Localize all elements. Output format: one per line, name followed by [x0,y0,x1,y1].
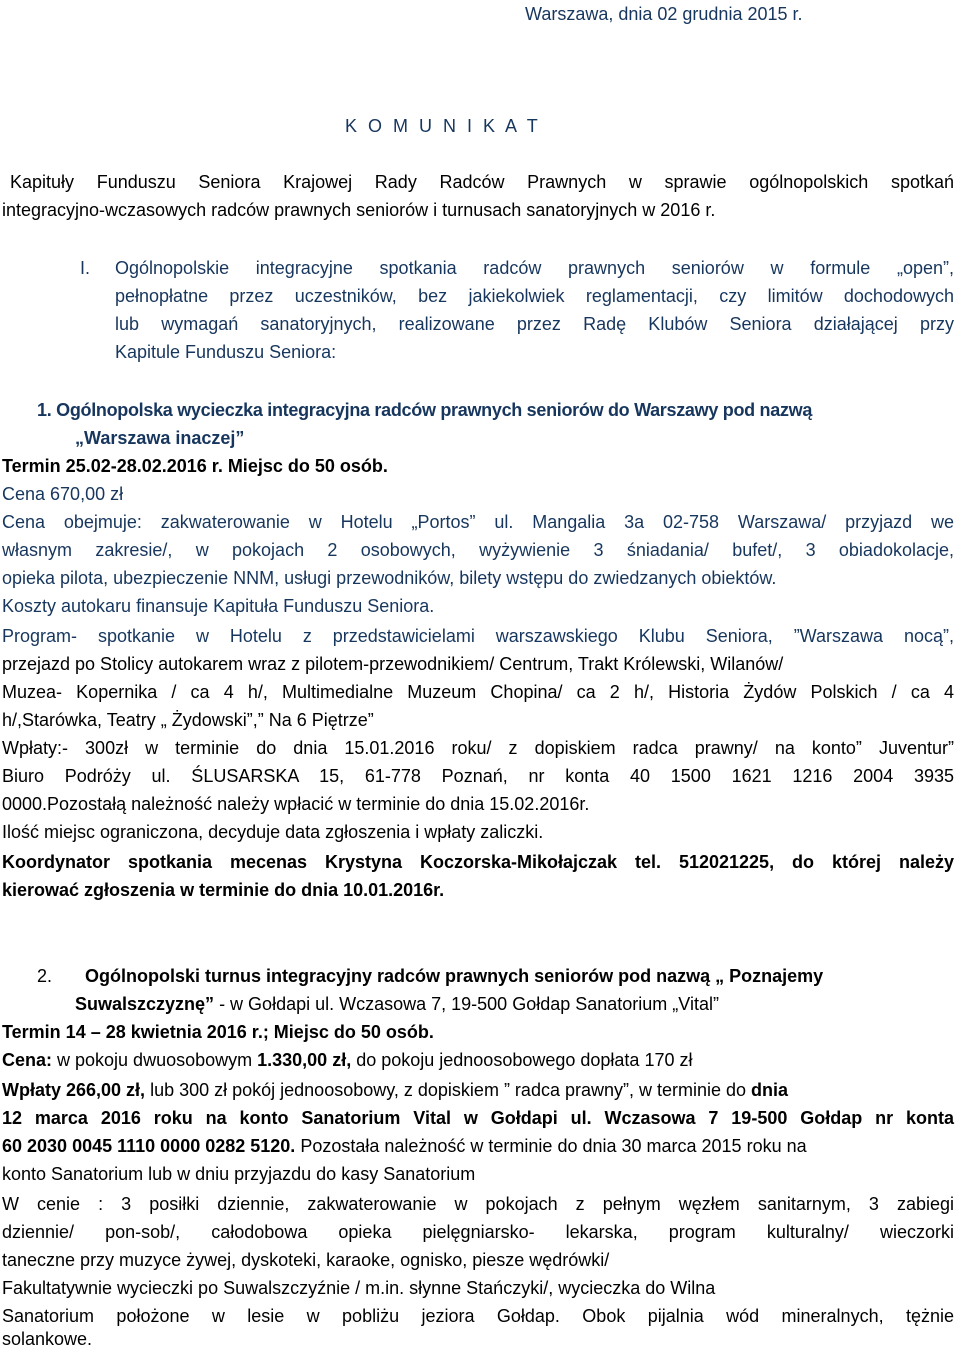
section-line-1: Ogólnopolskie integracyjne spotkania radców prawnych seniorów w formule „open”, [115,258,954,278]
intro-line-2: integracyjno-wczasowych radców prawnych seniorów i turnusach sanatoryjnych w 2016 r. [2,200,716,220]
item1-body-line: własnym zakresie/, w pokojach 2 osobowych, wyżywienie 3 śniadania/ bufet/, 3 obiadokolacje, [2,540,954,560]
item1-body-line: 0000.Pozostałą należność należy wpłacić w terminie do dnia 15.02.2016r. [2,794,590,814]
item2-price-amount: 1.330,00 zł, [257,1050,352,1070]
item2-body-line: taneczne przy muzyce żywej, dyskoteki, karaoke, ognisko, piesze wędrówki/ [2,1250,610,1270]
item2-body-line: dziennie/ pon-sob/, całodobowa opieka pielęgniarsko- lekarska, program kulturalny/ wieczorki [2,1222,954,1242]
page-title: K O M U N I K A T [345,116,541,136]
item1-coordinator-line-2: kierować zgłoszenia w terminie do dnia 10.01.2016r. [2,880,445,900]
item1-body-line: Program- spotkanie w Hotelu z przedstawicielami warszawskiego Klubu Seniora, ”Warszawa nocą”, [2,626,954,646]
item2-number: 2. [37,966,53,986]
item1-body-line: Cena obejmuje: zakwaterowanie w Hotelu „Portos” ul. Mangalia 3a 02-758 Warszawa/ przyjazd we [2,512,954,532]
date-line: Warszawa, dnia 02 grudnia 2015 r. [525,4,803,24]
item2-body-line: Fakultatywnie wycieczki po Suwalszczyźnie / m.in. słynne Stańczyki/, wycieczka do Wilna [2,1278,716,1298]
item2-title-bold: Suwalszczyznę” [75,994,215,1014]
section-number: I. [80,258,91,278]
intro-line-1: Kapituły Funduszu Seniora Krajowej Rady Radców Prawnych w sprawie ogólnopolskich spotkań [10,172,954,192]
item2-payment-line-3 [2,1132,807,1160]
item1-body-line: opieka pilota, ubezpieczenie NNM, usługi przewodników, bilety wstępu do zwiedzanych obiektów. [2,568,777,588]
item2-title-line-1: Ogólnopolski turnus integracyjny radców prawnych seniorów pod nazwą „ Poznajemy [85,966,824,986]
item1-body-line: Muzea- Kopernika / ca 4 h/, Multimedialne Muzeum Chopina/ ca 2 h/, Historia Żydów Polskich / ca 4 [2,682,954,702]
item1-body-line: Ilość miejsc ograniczona, decyduje data zgłoszenia i wpłaty zaliczki. [2,822,544,842]
section-line-2: pełnopłatne przez uczestników, bez jakiekolwiek reglamentacji, czy limitów dochodowych [115,286,954,306]
item2-payment-amount: Wpłaty 266,00 zł, [2,1080,146,1100]
item2-location: - w Gołdapi ul. Wczasowa 7, 19-500 Gołdap Sanatorium „Vital” [214,994,719,1014]
item1-price: Cena 670,00 zł [2,484,124,504]
item1-body-line: Koszty autokaru finansuje Kapituła Funduszu Seniora. [2,596,435,616]
item2-price-text-2: do pokoju jednoosobowego dopłata 170 zł [351,1050,693,1070]
item2-payment-date-start: dnia [751,1080,789,1100]
item2-remaining-text: Pozostała należność w terminie do dnia 30 marca 2015 roku na [295,1136,807,1156]
item2-payment-line-1 [2,1076,954,1104]
item1-body-line: Wpłaty:- 300zł w terminie do dnia 15.01.2016 roku/ z dopiskiem radca prawny/ na konto” Juventur” [2,738,954,758]
item2-price [2,1046,692,1074]
item2-account-number: 60 2030 0045 1110 0000 0282 5120. [2,1136,296,1156]
item1-term: Termin 25.02-28.02.2016 r. Miejsc do 50 osób. [2,456,388,476]
item1-body-line: przejazd po Stolicy autokarem wraz z pilotem-przewodnikiem/ Centrum, Trakt Królewski, Wilanów/ [2,654,784,674]
item2-price-label: Cena: [2,1050,53,1070]
item2-title-line-2 [75,990,719,1018]
item2-term: Termin 14 – 28 kwietnia 2016 r.; Miejsc do 50 osób. [2,1022,434,1042]
item2-payment-line-4: konto Sanatorium lub w dniu przyjazdu do kasy Sanatorium [2,1164,476,1184]
item1-title-line-2: „Warszawa inaczej” [75,428,245,448]
item2-body-line: W cenie : 3 posiłki dziennie, zakwaterowanie w pokojach z pełnym węzłem sanitarnym, 3 zabiegi [2,1194,954,1214]
item1-title-line-1: 1. Ogólnopolska wycieczka integracyjna radców prawnych seniorów do Warszawy pod nazwą [37,400,813,420]
section-line-3: lub wymagań sanatoryjnych, realizowane przez Radę Klubów Seniora działającej przy [115,314,954,334]
item1-body-line: h/,Starówka, Teatry „ Żydowski”,” Na 6 Piętrze” [2,710,374,730]
item2-payment-text: lub 300 zł pokój jednoosobowy, z dopiskiem ” radca prawny”, w terminie do [145,1080,752,1100]
item2-price-text-1: w pokoju dwuosobowym [52,1050,258,1070]
item2-body-line: solankowe. [2,1329,93,1349]
item2-body-line: Sanatorium położone w lesie w pobliżu jeziora Gołdap. Obok pijalnia wód mineralnych, tężnie [2,1306,954,1326]
section-line-4: Kapitule Funduszu Seniora: [115,342,337,362]
item2-payment-line-2: 12 marca 2016 roku na konto Sanatorium Vital w Gołdapi ul. Wczasowa 7 19-500 Gołdap nr konta [2,1108,954,1128]
item1-body-line: Biuro Podróży ul. ŚLUSARSKA 15, 61-778 Poznań, nr konta 40 1500 1621 1216 2004 3935 [2,766,954,786]
item1-coordinator-line-1: Koordynator spotkania mecenas Krystyna Koczorska-Mikołajczak tel. 512021225, do której należy [2,852,954,872]
